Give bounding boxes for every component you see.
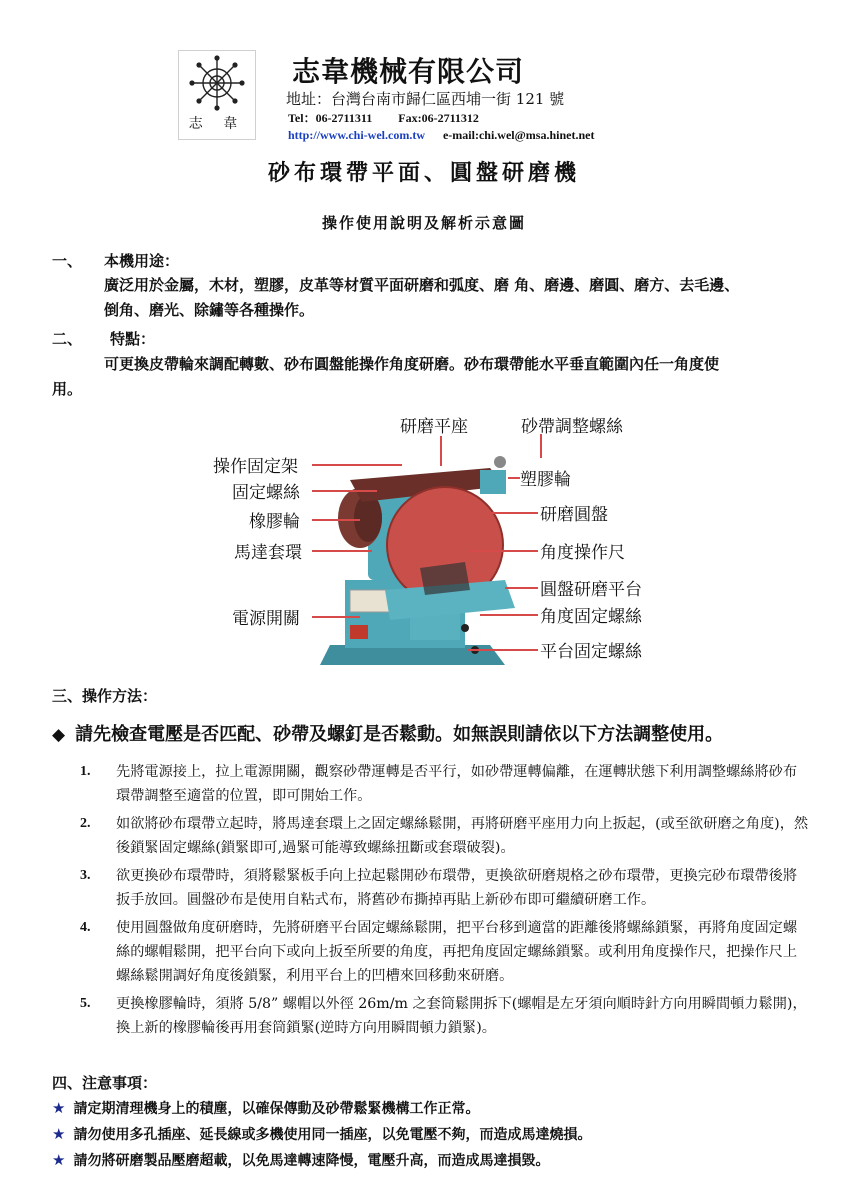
notice-text: 請定期清理機身上的積塵，以確保傳動及砂帶鬆緊機構工作正常。 [73,1101,480,1117]
leader-rubber-wheel [312,519,360,521]
step-number: 3. [80,868,91,883]
step-number: 4. [80,920,91,935]
document-subtitle: 操作使用說明及解析示意圖 [321,214,526,232]
leader-angle-gauge [470,550,538,552]
step-item [80,812,810,860]
section-2-line-2: 用。 [52,380,83,398]
step-number: 1. [80,764,91,779]
voltage-warning [52,720,723,746]
leader-fixing-screw [312,490,377,492]
section-2-heading: 特點： [110,330,156,348]
operation-steps [80,760,810,1044]
label-fixing-screw: 固定螺絲 [232,483,300,503]
fax-number: Fax:06-2711312 [398,111,479,125]
machine-illustration [290,440,530,680]
step-item [80,760,810,808]
label-belt-adjust-screw: 砂帶調整螺絲 [521,417,623,437]
leader-table-fix-screw [468,649,538,651]
label-operating-bracket: 操作固定架 [213,457,298,477]
label-grinding-disc: 研磨圓盤 [540,505,608,525]
contact-web [288,128,594,143]
label-table-fix-screw: 平台固定螺絲 [540,642,642,662]
website-link[interactable]: http://www.chi-wel.com.tw [288,128,425,142]
label-grinding-base: 研磨平座 [400,417,468,437]
leader-disc-table [505,587,538,589]
company-logo [178,50,256,140]
section-3-heading: 三、操作方法： [52,687,158,705]
logo-text: 志 韋 [188,116,246,132]
section-1-heading: 本機用途： [104,252,180,270]
step-text: 更換橡膠輪時，須將 5/8” 螺帽以外徑 26m/m 之套筒鬆開拆下(螺帽是左牙須向順時針方向用瞬間頓力鬆開)，換上新的橡膠輪後再用套筒鎖緊(逆時方向用瞬間頓力鎖緊)。 [116,996,807,1036]
label-disc-table: 圓盤研磨平台 [540,580,642,600]
step-text: 先將電源接上，拉上電源開關，觀察砂帶運轉是否平行，如砂帶運轉偏離，在運轉狀態下利用調整螺絲將砂布環帶調整至適當的位置，即可開始工作。 [116,764,798,804]
leader-grinding-base [440,436,444,466]
label-angle-gauge: 角度操作尺 [540,543,625,563]
star-bullet-icon: ★ [52,1125,66,1143]
label-rubber-wheel: 橡膠輪 [249,512,300,532]
notice-item [52,1150,549,1170]
section-4-heading: 四、注意事項： [52,1074,158,1092]
leader-grinding-disc [490,512,538,514]
label-angle-fix-screw: 角度固定螺絲 [540,607,642,627]
diamond-bullet-icon: ◆ [52,725,66,745]
notice-item [52,1124,591,1144]
document-title: 砂布環帶平面、圓盤研磨機 [267,161,580,186]
contact-phone-fax [288,109,505,126]
star-bullet-icon: ★ [52,1151,66,1169]
voltage-warning-text: 請先檢查電壓是否匹配、砂帶及螺釘是否鬆動。如無誤則請依以下方法調整使用。 [75,724,724,745]
section-1-line-2: 倒角、磨光、除鏽等各種操作。 [104,301,315,319]
leader-angle-fix-screw [480,614,538,616]
email-address[interactable]: e-mail:chi.wel@msa.hinet.net [442,128,595,142]
tel-number: Tel：06-2711311 [288,111,373,125]
section-2-number: 二、 [52,330,83,348]
step-text: 使用圓盤做角度研磨時，先將研磨平台固定螺絲鬆開，把平台移到適當的距離後將螺絲鎖緊，再將角度固定螺絲的螺帽鬆開，把平台向下或向上扳至所要的角度，再把角度固定螺絲鎖緊。或利用角度操作尺，把操作尺上螺絲鬆開調好角度後鎖緊，利用平台上的凹槽來回移動來研磨。 [116,920,798,984]
section-1-number: 一、 [52,252,83,270]
label-plastic-wheel: 塑膠輪 [520,470,571,490]
leader-power-switch [312,616,360,618]
step-item [80,916,810,988]
leader-motor-sleeve [312,550,372,552]
section-1-line-1: 廣泛用於金屬，木材，塑膠，皮革等材質平面研磨和弧度、磨 角、磨邊、磨圓、磨方、去毛邊、 [104,276,740,294]
notice-text: 請勿將研磨製品壓磨超載，以免馬達轉速降慢，電壓升高，而造成馬達損毀。 [73,1153,550,1169]
step-number: 2. [80,816,91,831]
step-item [80,864,810,912]
section-2-line-1: 可更換皮帶輪來調配轉數、砂布圓盤能操作角度研磨。砂布環帶能水平垂直範圍內任一角度使 [104,355,720,373]
ship-wheel-icon [179,53,255,113]
leader-operating-bracket [312,464,402,466]
leader-plastic-wheel [508,477,520,479]
leader-belt-adjust-screw [540,434,544,458]
notice-text: 請勿使用多孔插座、延長線或多機使用同一插座，以免電壓不夠，而造成馬達燒損。 [73,1127,592,1143]
label-motor-sleeve: 馬達套環 [234,543,302,563]
step-text: 欲更換砂布環帶時，須將鬆緊板手向上拉起鬆開砂布環帶，更換欲研磨規格之砂布環帶，更換完砂布環帶後將扳手放回。圓盤砂布是使用自粘式布，將舊砂布撕掉再貼上新砂布即可繼續研磨工作。 [116,868,798,908]
label-power-switch: 電源開關 [232,609,300,629]
star-bullet-icon: ★ [52,1099,66,1117]
notice-item [52,1098,479,1118]
company-name: 志韋機械有限公司 [292,55,525,88]
step-number: 5. [80,996,91,1011]
step-text: 如欲將砂布環帶立起時，將馬達套環上之固定螺絲鬆開，再將研磨平座用力向上扳起，(或至欲研磨之角度)，然後鎖緊固定螺絲(鎖緊即可,過緊可能導致螺絲扭斷或套環破裂)。 [116,816,809,856]
company-address: 地址：台灣台南市歸仁區西埔一街 121 號 [286,90,565,108]
step-item [80,992,810,1040]
